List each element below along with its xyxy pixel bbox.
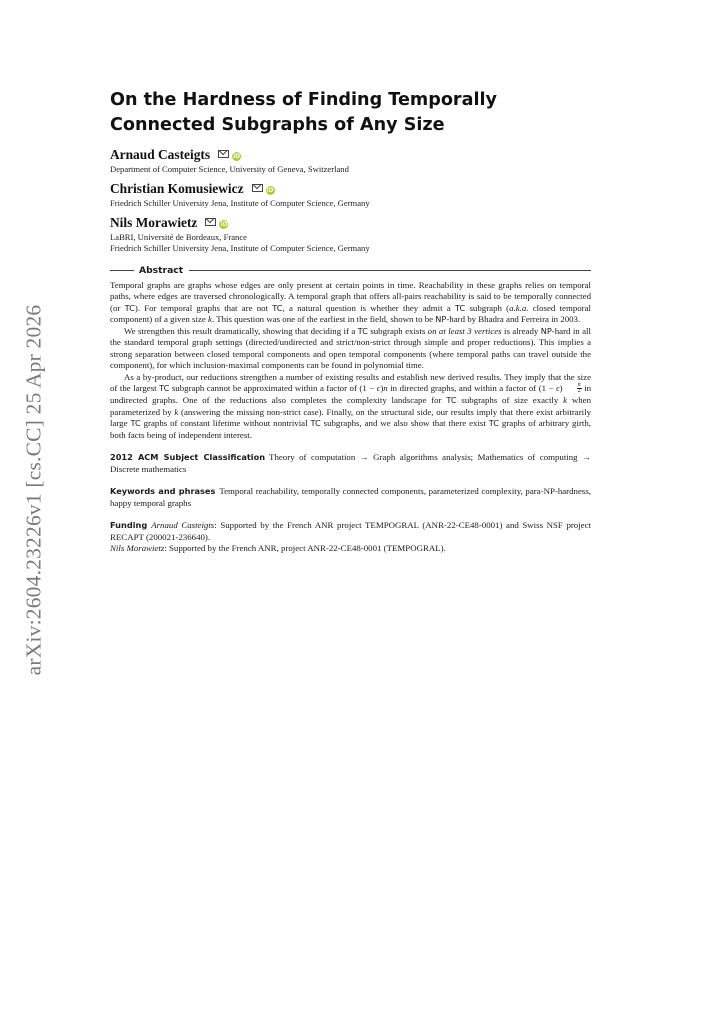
arxiv-stamp-text: arXiv:2604.23226v1 [cs.CC] 25 Apr 2026	[21, 304, 46, 676]
author-name: Christian Komusiewicz	[110, 180, 244, 196]
abstract-paragraph: We strengthen this result dramatically, showing that deciding if a TC subgraph exists on at least 3 vertices is already NP-hard in all the standard temporal graph settings (directed/undirected and strict/non-strict through simple and proper reductions). This implies a strong separation between closed temporal components and open temporal components (where temporal paths can travel outside the component), for which inclusion-maximal components can be found in polynomial time.	[110, 325, 591, 371]
author-block	[110, 214, 591, 255]
abstract-paragraph: As a by-product, our reductions strengthen a number of existing results and establish new derived results. They imply that the size of the largest TC subgraph cannot be approximated within a factor of (1 − ϵ)n in directed graphs, and within a factor of $(1 - \epsilon)\frac{n}{2}$ in undirected graphs. One of the reductions also completes the complexity landscape for TC subgraphs of size exactly k when parameterized by k (answering the missing non-strict case). Finally, on the structural side, our results imply that there exist arbitrarily large TC graphs of constant lifetime without nontrivial TC subgraphs, and we also show that there exist TC graphs of arbitrary girth, both facts being of independent interest.	[110, 371, 591, 440]
envelope-icon[interactable]	[218, 150, 229, 158]
arxiv-stamp	[16, 300, 52, 680]
orcid-icon[interactable]: iD	[266, 187, 274, 195]
author-affiliation: Department of Computer Science, University of Geneva, Switzerland	[110, 164, 349, 175]
author-affiliation: Friedrich Schiller University Jena, Institute of Computer Science, Germany	[110, 198, 370, 209]
envelope-icon[interactable]	[252, 184, 263, 192]
orcid-icon[interactable]: iD	[233, 153, 241, 161]
funding: Funding Arnaud Casteigts: Supported by the French ANR project TEMPOGRAL (ANR-22-CE48-0001) and Swiss NSF project RECAPT (200021-236640). Nils Morawietz: Supported by the French ANR, project ANR-22-CE48-0001 (TEMPOGRAL).	[110, 520, 591, 554]
abstract	[110, 280, 591, 442]
paper-first-page	[110, 88, 591, 555]
author-affiliation: Friedrich Schiller University Jena, Institute of Computer Science, Germany	[110, 243, 370, 254]
envelope-icon[interactable]	[205, 218, 216, 226]
abstract-heading: Abstract	[110, 265, 591, 276]
fraction: $\frac{n}{2}$	[577, 382, 581, 395]
author-affiliation: LaBRI, Université de Bordeaux, France	[110, 231, 247, 242]
orcid-icon[interactable]: iD	[220, 220, 228, 228]
acm-classification: 2012 ACM Subject Classification Theory of computation → Graph algorithms analysis; Mathematics of computing → Discrete mathematics	[110, 452, 591, 474]
abstract-paragraph: Temporal graphs are graphs whose edges are only present at certain points in time. Reachability in these graphs relies on temporal paths, where edges are traversed chronologically. A temporal graph that offers all-pairs reachability is said to be temporally connected (or TC). For temporal graphs that are not TC, a natural question is whether they admit a TC subgraph (a.k.a. closed temporal component) of a given size k. This question was one of the earliest in the field, shown to be NP-hard by Bhadra and Ferreira in 2003.	[110, 279, 591, 325]
paper-title: On the Hardness of Finding Temporally Connected Subgraphs of Any Size	[110, 90, 497, 135]
author-name: Nils Morawietz	[110, 214, 198, 230]
keywords: Keywords and phrases Temporal reachability, temporally connected components, parameterized complexity, para-NP-hardness, happy temporal graphs	[110, 486, 591, 508]
author-block	[110, 180, 591, 210]
author-block	[110, 146, 591, 176]
author-name: Arnaud Casteigts	[110, 147, 211, 162]
